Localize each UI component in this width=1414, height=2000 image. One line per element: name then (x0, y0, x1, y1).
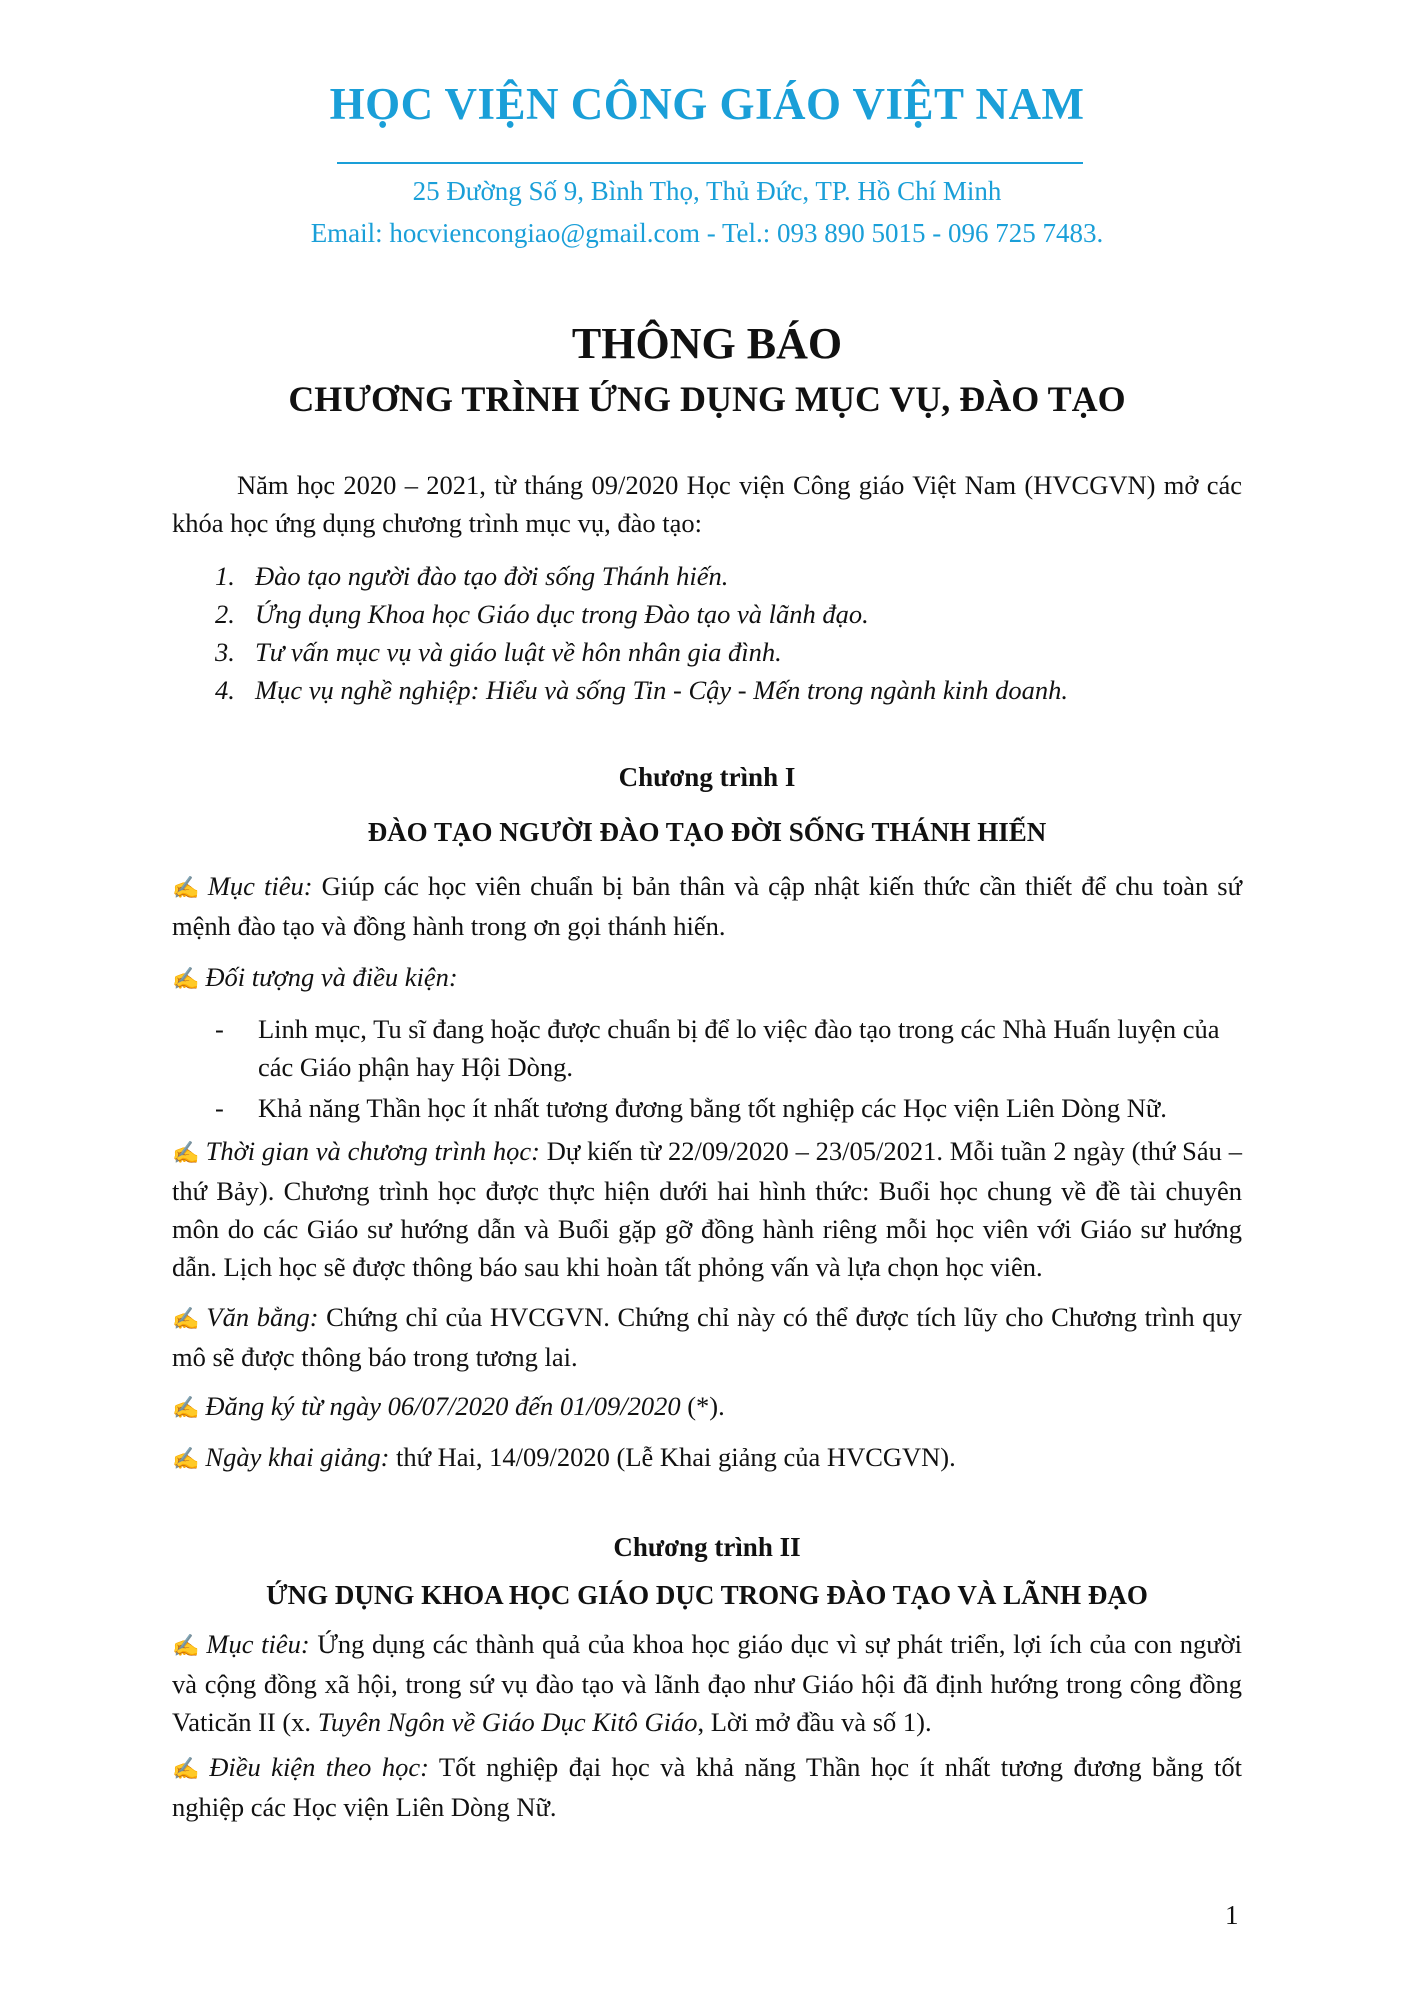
pen-icon: ✍ (172, 1756, 204, 1781)
pen-icon: ✍ (172, 1395, 200, 1420)
page-title: THÔNG BÁO (571, 319, 843, 368)
list-item: 3. Tư vấn mục vụ và giáo luật về hôn nhân gia đình. (215, 637, 782, 667)
program1-registration: ✍ Đăng ký từ ngày 06/07/2020 đến 01/09/2020 (*). (172, 1391, 725, 1421)
list-item: - Khả năng Thần học ít nhất tương đương bằng tốt nghiệp các Học viện Liên Dòng Nữ. (215, 1093, 1167, 1123)
list-item: 2. Ứng dụng Khoa học Giáo dục trong Đào tạo và lãnh đạo. (215, 599, 869, 629)
intro-paragraph: Năm học 2020 – 2021, từ tháng 09/2020 Học viện Công giáo Việt Nam (HVCGVN) mở các khóa học ứng dụng chương trình mục vụ, đào tạo: (172, 470, 1242, 538)
programs-list (215, 557, 1245, 709)
pen-icon: ✍ (172, 1633, 201, 1658)
page-number: 1 (1225, 1900, 1239, 1930)
program1-schedule: ✍ Thời gian và chương trình học: Dự kiến từ 22/09/2020 – 23/05/2021. Mỗi tuần 2 ngày (thứ Sáu – thứ Bảy). Chương trình học được thực hiện dưới hai hình thức: Buổi học chung về đề tài chuyên môn do các Giáo sư hướng dẫn và Buổi gặp gỡ đồng hành riêng mỗi học viên với Giáo sư hướng dẫn. Lịch học sẽ được thông báo sau khi hoàn tất phỏng vấn và lựa chọn học viên. (172, 1136, 1242, 1282)
pen-icon: ✍ (172, 1446, 200, 1471)
program1-opening: ✍ Ngày khai giảng: thứ Hai, 14/09/2020 (Lễ Khai giảng của HVCGVN). (172, 1442, 956, 1472)
header-rule (337, 162, 1083, 164)
pen-icon: ✍ (172, 1140, 200, 1165)
program1-eligibility: ✍ Đối tượng và điều kiện: (172, 962, 458, 992)
list-item: 4. Mục vụ nghề nghiệp: Hiểu và sống Tin - Cậy - Mến trong ngành kinh doanh. (215, 675, 1069, 705)
program2-title: ỨNG DỤNG KHOA HỌC GIÁO DỤC TRONG ĐÀO TẠO VÀ LÃNH ĐẠO (266, 1580, 1148, 1610)
institute-name: HỌC VIỆN CÔNG GIÁO VIỆT NAM (329, 79, 1085, 129)
program1-goal: ✍ Mục tiêu: Giúp các học viên chuẩn bị bản thân và cập nhật kiến thức cần thiết để chu toàn sứ mệnh đào tạo và đồng hành trong ơn gọi thánh hiến. (172, 871, 1242, 941)
program2-condition: ✍ Điều kiện theo học: Tốt nghiệp đại học và khả năng Thần học ít nhất tương đương bằng tốt nghiệp các Học viện Liên Dòng Nữ. (172, 1752, 1242, 1822)
program2-label: Chương trình II (613, 1532, 801, 1562)
program1-eligibility-list (215, 1010, 1245, 1130)
program2-goal: ✍ Mục tiêu: Ứng dụng các thành quả của khoa học giáo dục vì sự phát triển, lợi ích của con người và cộng đồng xã hội, trong sứ vụ đào tạo và lãnh đạo như Giáo hội đã định hướng trong công đồng Vaticăn II (x. Tuyên Ngôn về Giáo Dục Kitô Giáo, Lời mở đầu và số 1). (172, 1629, 1242, 1737)
pen-icon: ✍ (172, 1306, 201, 1331)
page-subtitle: CHƯƠNG TRÌNH ỨNG DỤNG MỤC VỤ, ĐÀO TẠO (288, 379, 1126, 419)
pen-icon: ✍ (172, 875, 202, 900)
program1-label: Chương trình I (618, 762, 796, 792)
list-item: 1. Đào tạo người đào tạo đời sống Thánh hiến. (215, 561, 729, 591)
pen-icon: ✍ (172, 966, 200, 991)
program1-title: ĐÀO TẠO NGƯỜI ĐÀO TẠO ĐỜI SỐNG THÁNH HIẾN (367, 817, 1047, 847)
institute-contact: Email: hocviencongiao@gmail.com - Tel.: 093 890 5015 - 096 725 7483. (310, 218, 1104, 248)
program1-diploma: ✍ Văn bằng: Chứng chỉ của HVCGVN. Chứng chỉ này có thể được tích lũy cho Chương trình quy mô sẽ được thông báo trong tương lai. (172, 1302, 1242, 1372)
list-item: - Linh mục, Tu sĩ đang hoặc được chuẩn bị để lo việc đào tạo trong các Nhà Huấn luyện của các Giáo phận hay Hội Dòng. (215, 1014, 1220, 1082)
institute-address: 25 Đường Số 9, Bình Thọ, Thủ Đức, TP. Hồ Chí Minh (412, 176, 1002, 206)
